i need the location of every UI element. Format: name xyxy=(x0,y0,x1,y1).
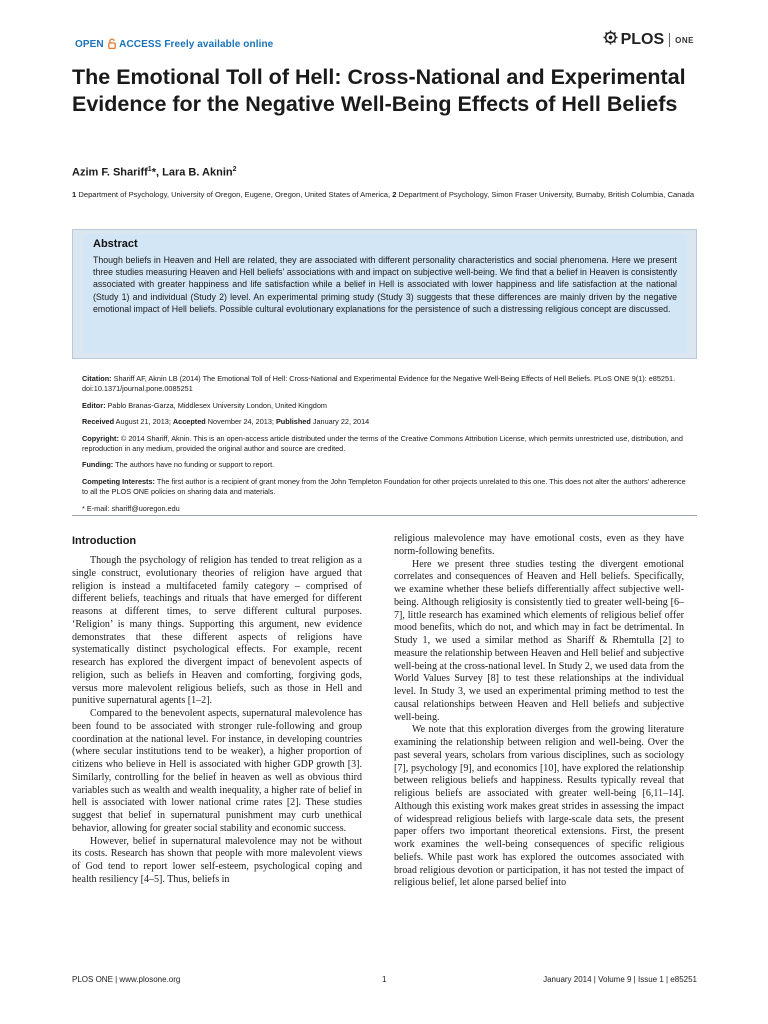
body-column-left xyxy=(72,533,362,887)
affiliations xyxy=(72,189,697,202)
article-metadata xyxy=(82,374,692,520)
editor xyxy=(82,401,692,411)
footer-issue-info: January 2014 | Volume 9 | Issue 1 | e85251 xyxy=(543,975,697,984)
funding-text: The authors have no funding or support to report. xyxy=(115,460,275,470)
footer-journal-url: PLOS ONE | www.plosone.org xyxy=(72,975,181,984)
competing-text: The first author is a recipient of grant money from the John Templeton Foundation for other projects unrelated to this one. This does not alter the authors' adherence to all the PLOS ONE policies on sharing data and materials. xyxy=(82,476,686,497)
one-logo-text: ONE xyxy=(675,35,694,45)
page-number: 1 xyxy=(382,975,387,984)
copyright-label: Copyright: xyxy=(82,433,119,443)
affiliation-text: Department of Psychology, University of Oregon, Eugene, Oregon, United States of America, xyxy=(78,190,391,199)
citation-label: Citation: xyxy=(82,374,112,383)
body-paragraph: Compared to the benevolent aspects, supernatural malevolence has been found to be associated with stronger rule-following and group coordination at the national level. For instance, in developing countries (where secular institutions tend to be weaker), a higher proportion of citizens who believe in Hell is associated with higher GDP growth [3]. Similarly, controlling for the belief in heaven as well as obvious third variables such as wealth and wealth inequality, a higher rate of belief in hell is associated with lower national crime rates [2]. These studies suggest that belief in supernatural punishment may curb unethical behavior, allowing for greater social stability and economic success. xyxy=(72,708,362,834)
published-label: Published xyxy=(275,417,311,427)
affil-number: 1 xyxy=(72,190,77,199)
plos-gear-icon xyxy=(603,30,618,50)
dates xyxy=(82,417,692,427)
affil-number: 2 xyxy=(392,190,397,199)
corresponding-marker: * xyxy=(151,166,156,179)
affiliation-text: Department of Psychology, Simon Fraser University, Burnaby, British Columbia, Canada xyxy=(398,190,695,199)
editor-label: Editor: xyxy=(82,400,106,410)
abstract-text: Though beliefs in Heaven and Hell are related, they are associated with different personality characteristics and social phenomena. Here we present three studies measuring Heaven and Hell beliefs' associations with and impact on subjective well-being. We find that a belief in Heaven is consistently associated with greater happiness and life satisfaction while a belief in Hell is associated with lower happiness and life satisfaction at the national (Study 1) and individual (Study 2) level. An experimental priming study (Study 3) suggests that these differences are mainly driven by the negative emotional impact of Hell beliefs. Possible cultural evolutionary explanations for the persistence of such a distressing religious concept are discussed. xyxy=(93,255,677,314)
abstract-panel xyxy=(83,234,687,353)
received-date: August 21, 2013; xyxy=(115,417,171,427)
author-name: Lara B. Aknin xyxy=(162,166,233,179)
logo-divider xyxy=(669,33,670,47)
access-label: ACCESS xyxy=(119,39,162,50)
author-name: Azim F. Shariff xyxy=(72,166,148,179)
open-access-banner xyxy=(75,38,273,52)
editor-text: Pablo Branas-Garza, Middlesex University London, United Kingdom xyxy=(107,400,327,410)
body-column-right xyxy=(394,533,684,890)
published-date: January 22, 2014 xyxy=(312,417,370,427)
body-paragraph: religious malevolence may have emotional costs, even as they have norm-following benefits. xyxy=(394,533,684,557)
copyright-text: © 2014 Shariff, Aknin. This is an open-access article distributed under the terms of the Creative Commons Attribution License, which permits unrestricted use, distribution, and reproduction in any medium, provided the original author and source are credited. xyxy=(82,433,683,454)
author-line xyxy=(72,166,237,179)
accepted-label: Accepted xyxy=(172,417,206,427)
author-separator: , xyxy=(155,166,163,179)
open-label: OPEN xyxy=(75,39,104,50)
abstract-heading: Abstract xyxy=(93,238,138,250)
plos-one-logo xyxy=(603,30,694,50)
accepted-date: November 24, 2013; xyxy=(207,417,274,427)
plos-logo-text: PLOS xyxy=(620,31,665,48)
citation-text: Shariff AF, Aknin LB (2014) The Emotional Toll of Hell: Cross-National and Experimental Evidence for the Negative Well-Being Effects of Hell Beliefs. PLoS ONE 9(1): e85251. doi:10.1371/journal.pone.0085251 xyxy=(82,374,676,394)
funding xyxy=(82,460,692,470)
section-heading-introduction: Introduction xyxy=(72,535,137,547)
body-paragraph: Here we present three studies testing the divergent emotional correlates and consequences of Heaven and Hell beliefs. Specifically, we examine whether these beliefs differentially affect subjective well-being. Although religiosity is consistently tied to greater well-being [6–7], little research has examined which elements of religious belief offer mood benefits, which do not, and which may in fact be detrimental. In Study 1, we used a similar method as Shariff & Rhemtulla [2] to measure the relationship between Heaven and Hell belief and subjective well-being at the cross-national level. In Study 2, we used data from the World Values Survey [8] to test these relationships at the individual level. In Study 3, we used an experimental priming method to test the causal relationships between Heaven and Hell beliefs and subjective well-being. xyxy=(394,558,684,723)
received-label: Received xyxy=(82,417,115,427)
competing-label: Competing Interests: xyxy=(82,476,155,486)
body-paragraph: We note that this exploration diverges from the growing literature examining the relationship between religion and well-being. Over the past several years, scholars from various disciplines, such as sociology [7], psychology [9], and economics [10], have explored the relationship between religious beliefs and happiness. Results typically reveal that religious beliefs are associated with greater well-being [6,11–14]. Although this existing work makes great strides in assessing the impact of widespread religious beliefs with large-scale data sets, the present paper offers two important theoretical extensions. First, the present work examines the well-being consequences of specific religious beliefs. While past work has explored the outcomes associated with broad religious devotion or participation, it has not tested the impact of religious belief, let alone parsed belief into xyxy=(394,724,684,889)
author-affil-marker: 1 xyxy=(147,166,152,173)
body-paragraph: Though the psychology of religion has tended to treat religion as a single construct, evolutionary theories of religion have argued that religion is instead a multifaceted family category – comprised of different beliefs, teachings and rituals that have emerged for different reasons at different times, to serve different cultural purposes. ‘Religion’ is many things. Supporting this argument, new evidence demonstrates that these different aspects of religions have systematically distinct psychological effects. For example, recent research has explored the divergent impact of benevolent aspects of religion, such as beliefs in Heaven and comforting, forgiving gods, versus more malevolent religious beliefs, such as those in Hell and punitive supernatural agents [1–2]. xyxy=(72,555,362,707)
metadata-divider xyxy=(72,515,697,516)
abstract-box xyxy=(72,229,697,359)
citation xyxy=(82,374,692,395)
freely-available-label: Freely available online xyxy=(164,39,274,50)
body-paragraph: However, belief in supernatural malevolence may not be without its costs. Research has shown that people with more malevolent views of God tend to report lower self-esteem, psychological coping and health resiliency [4–5]. Thus, beliefs in xyxy=(72,835,362,885)
article-title: The Emotional Toll of Hell: Cross-National and Experimental Evidence for the Negative Well-Being Effects of Hell Beliefs xyxy=(72,65,686,116)
copyright xyxy=(82,434,692,455)
competing-interests xyxy=(82,477,692,498)
author-affil-marker: 2 xyxy=(232,166,237,173)
funding-label: Funding: xyxy=(82,460,114,470)
email-line: * E-mail: shariff@uoregon.edu xyxy=(82,503,180,513)
open-lock-icon xyxy=(108,38,116,52)
